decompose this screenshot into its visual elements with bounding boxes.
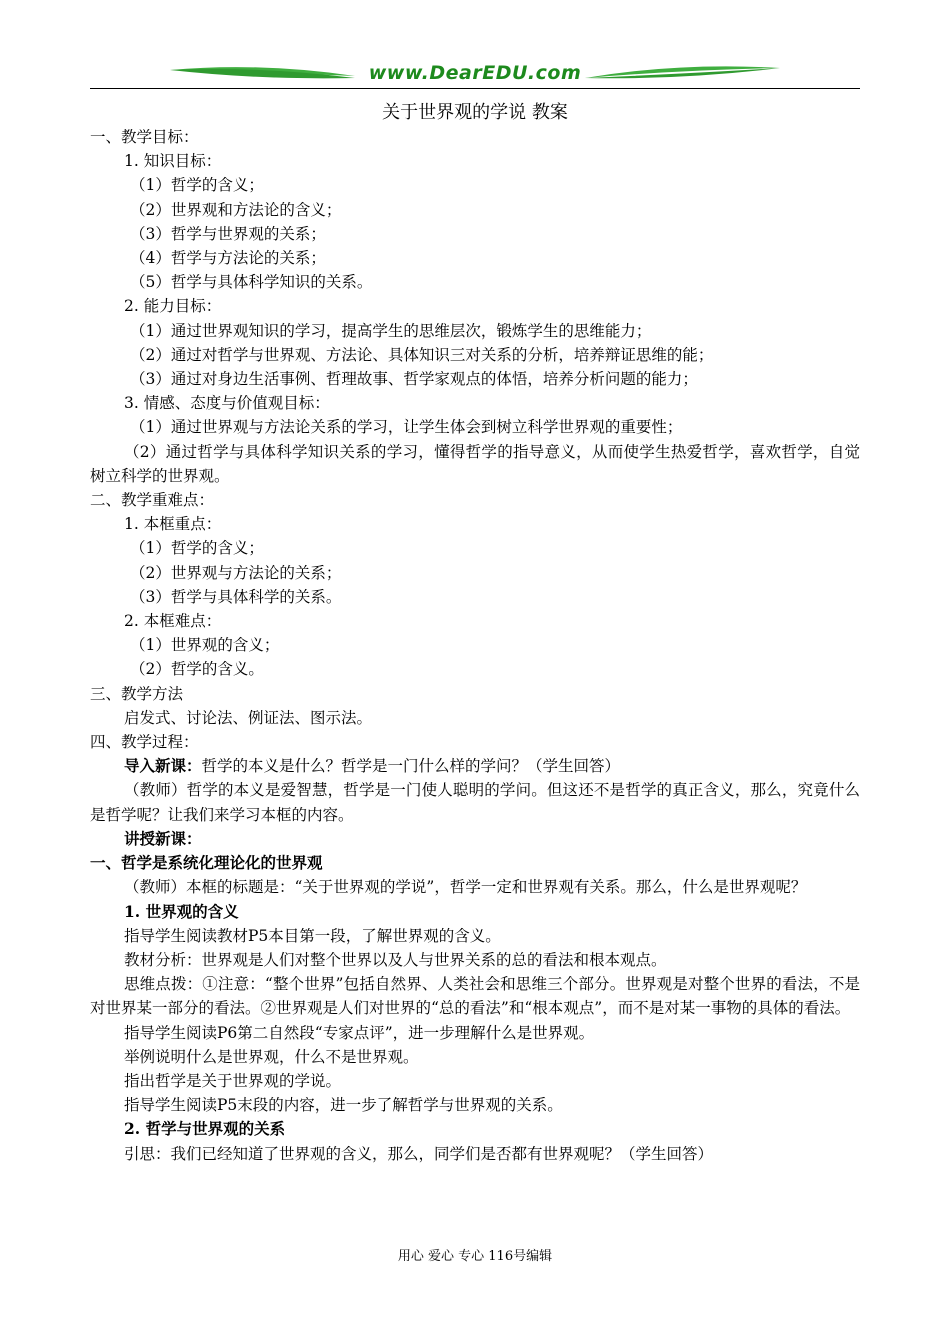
list-item: （1）通过世界观与方法论关系的学习，让学生体会到树立科学世界观的重要性； bbox=[130, 418, 683, 437]
key-points-heading: 1. 本框重点： bbox=[124, 515, 222, 534]
ability-goal-heading: 2. 能力目标： bbox=[124, 297, 222, 316]
sec2-heading: 二、教学重难点： bbox=[90, 491, 215, 510]
list-item: （4）哲学与方法论的关系； bbox=[130, 249, 326, 268]
paragraph: 指导学生阅读P5末段的内容，进一步了解哲学与世界观的关系。 bbox=[124, 1096, 563, 1115]
sec3-heading: 三、教学方法 bbox=[90, 684, 184, 703]
list-item: （5）哲学与具体科学知识的关系。 bbox=[130, 273, 373, 292]
paragraph: 举例说明什么是世界观，什么不是世界观。 bbox=[124, 1047, 419, 1066]
intro-paragraph bbox=[90, 754, 860, 778]
list-item: （2）世界观与方法论的关系； bbox=[130, 563, 342, 582]
difficult-points-heading: 2. 本框难点： bbox=[124, 612, 222, 631]
part1-paragraph: （教师）本框的标题是：“关于世界观的学说”，哲学一定和世界观有关系。那么，什么是世界观呢？ bbox=[124, 878, 807, 897]
logo-text: www.DearEDU.com bbox=[368, 62, 582, 84]
sec1-heading: 一、教学目标： bbox=[90, 128, 199, 146]
list-item: （3）通过对身边生活事例、哲理故事、哲学家观点的体悟，培养分析问题的能力； bbox=[130, 370, 698, 389]
paragraph: 引思：我们已经知道了世界观的含义，那么，同学们是否都有世界观呢？（学生回答） bbox=[124, 1144, 714, 1163]
list-item: （3）哲学与世界观的关系； bbox=[130, 224, 326, 243]
list-item: （1）世界观的含义； bbox=[130, 636, 280, 655]
sec4-heading: 四、教学过程： bbox=[90, 733, 199, 752]
doc-title: 关于世界观的学说 教案 bbox=[382, 102, 568, 123]
doc-body bbox=[90, 125, 860, 1166]
page-footer: 用心 爱心 专心 116号编辑 bbox=[397, 1249, 553, 1264]
methods-text: 启发式、讨论法、例证法、图示法。 bbox=[124, 708, 373, 727]
paragraph: 指导学生阅读教材P5本目第一段，了解世界观的含义。 bbox=[124, 926, 501, 945]
list-item: （1）通过世界观知识的学习，提高学生的思维层次，锻炼学生的思维能力； bbox=[130, 321, 652, 340]
list-item: （2）世界观和方法论的含义； bbox=[130, 200, 342, 219]
paragraph: 思维点拨：①注意：“整个世界”包括自然界、人类社会和思维三个部分。世界观是对整个世界的看法，不是对世界某一部分的看法。②世界观是人们对世界的“总的看法”和“根本观点”，而不是对某一事物的具体的看法。 bbox=[90, 975, 860, 1018]
paragraph: 指导学生阅读P6第二自然段“专家点评”，进一步理解什么是世界观。 bbox=[124, 1023, 595, 1042]
part1-heading: 一、哲学是系统化理论化的世界观 bbox=[90, 853, 323, 873]
list-item: （1）哲学的含义； bbox=[130, 176, 264, 195]
list-item-wrapped: （2）通过哲学与具体科学知识关系的学习，懂得哲学的指导意义，从而使学生热爱哲学，喜欢哲学，自觉树立科学的世界观。 bbox=[90, 442, 860, 485]
list-item: （1）哲学的含义； bbox=[130, 539, 264, 558]
knowledge-goal-heading: 1. 知识目标： bbox=[124, 152, 222, 171]
header-rule bbox=[90, 88, 860, 89]
paragraph: 指出哲学是关于世界观的学说。 bbox=[124, 1071, 342, 1090]
paragraph: 教材分析：世界观是人们对整个世界以及人与世界关系的总的看法和根本观点。 bbox=[124, 950, 667, 969]
emotion-goal-heading: 3. 情感、态度与价值观目标： bbox=[124, 394, 330, 413]
teacher-paragraph: （教师）哲学的本义是爱智慧，哲学是一门使人聪明的学问。但这还不是哲学的真正含义，那么，究竟什么是哲学呢？让我们来学习本框的内容。 bbox=[90, 781, 860, 824]
intro-label: 导入新课： bbox=[124, 756, 202, 776]
list-item: （2）通过对哲学与世界观、方法论、具体知识三对关系的分析，培养辩证思维的能； bbox=[130, 345, 714, 364]
list-item: （3）哲学与具体科学的关系。 bbox=[130, 587, 342, 606]
list-item: （2）哲学的含义。 bbox=[130, 660, 264, 679]
subsection-2-heading: 2. 哲学与世界观的关系 bbox=[124, 1119, 286, 1139]
new-lesson-label: 讲授新课： bbox=[124, 828, 202, 848]
intro-text: 哲学的本义是什么？哲学是一门什么样的学问？（学生回答） bbox=[201, 757, 621, 776]
subsection-1-heading: 1. 世界观的含义 bbox=[124, 901, 239, 921]
